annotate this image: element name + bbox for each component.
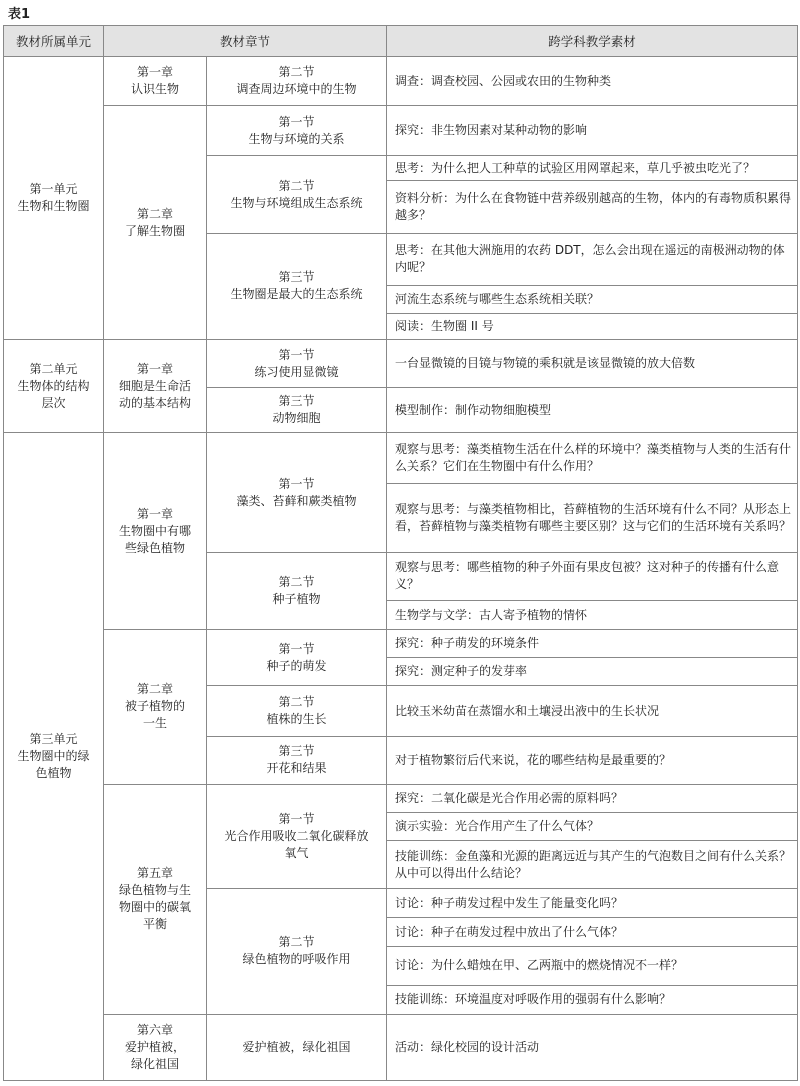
material-cell: 技能训练：环境温度对呼吸作用的强弱有什么影响？ <box>387 985 798 1014</box>
section-cell: 第一节 种子的萌发 <box>207 630 387 686</box>
section-cell: 第一节 光合作用吸收二氧化碳释放 氧气 <box>207 784 387 888</box>
material-cell: 模型制作：制作动物细胞模型 <box>387 388 798 433</box>
material-cell: 一台显微镜的目镜与物镜的乘积就是该显微镜的放大倍数 <box>387 340 798 388</box>
section-cell: 第一节 藻类、苔藓和蕨类植物 <box>207 433 387 552</box>
section-cell: 第二节 植株的生长 <box>207 686 387 736</box>
section-cell: 第二节 生物与环境组成生态系统 <box>207 156 387 233</box>
material-cell: 探究：种子萌发的环境条件 <box>387 630 798 658</box>
unit-cell: 第一单元 生物和生物圈 <box>4 57 104 340</box>
chapter-cell: 第一章 生物圈中有哪 些绿色植物 <box>104 433 207 630</box>
material-cell: 资料分析：为什么在食物链中营养级别越高的生物，体内的有毒物质积累得越多？ <box>387 181 798 233</box>
material-cell: 活动：绿化校园的设计活动 <box>387 1014 798 1080</box>
section-cell: 第三节 开花和结果 <box>207 736 387 784</box>
material-cell: 河流生态系统与哪些生态系统相关联？ <box>387 285 798 313</box>
chapter-cell: 第六章 爱护植被， 绿化祖国 <box>104 1014 207 1080</box>
table-row <box>4 106 798 156</box>
table-row <box>4 433 798 483</box>
table-row <box>4 784 798 812</box>
material-cell: 讨论：种子在萌发过程中放出了什么气体？ <box>387 918 798 947</box>
material-cell: 思考：为什么把人工种草的试验区用网罩起来，草几乎被虫吃光了？ <box>387 156 798 181</box>
material-cell: 观察与思考：与藻类植物相比，苔藓植物的生活环境有什么不同？从形态上看，苔藓植物与藻类植物有哪些主要区别？这与它们的生活环境有关系吗？ <box>387 483 798 552</box>
material-cell: 技能训练：金鱼藻和光源的距离远近与其产生的气泡数目之间有什么关系？从中可以得出什么结论？ <box>387 841 798 889</box>
header-row <box>4 26 798 57</box>
material-cell: 讨论：为什么蜡烛在甲、乙两瓶中的燃烧情况不一样？ <box>387 947 798 985</box>
section-cell: 第三节 动物细胞 <box>207 388 387 433</box>
material-cell: 探究：非生物因素对某种动物的影响 <box>387 106 798 156</box>
section-cell: 第二节 种子植物 <box>207 552 387 629</box>
chapter-cell: 第一章 认识生物 <box>104 57 207 106</box>
chapter-cell: 第五章 绿色植物与生 物圈中的碳氧 平衡 <box>104 784 207 1014</box>
table-row <box>4 630 798 658</box>
material-cell: 思考：在其他大洲施用的农药 DDT，怎么会出现在遥远的南极洲动物的体内呢？ <box>387 233 798 285</box>
material-cell: 生物学与文学：古人寄予植物的情怀 <box>387 601 798 630</box>
header-unit: 教材所属单元 <box>4 26 104 57</box>
section-cell: 第二节 调查周边环境中的生物 <box>207 57 387 106</box>
table-caption: 表1 <box>8 7 31 22</box>
section-cell: 爱护植被，绿化祖国 <box>207 1014 387 1080</box>
header-chapter-section: 教材章节 <box>104 26 387 57</box>
section-cell: 第一节 练习使用显微镜 <box>207 340 387 388</box>
table-row <box>4 340 798 388</box>
section-cell: 第二节 绿色植物的呼吸作用 <box>207 889 387 1014</box>
material-cell: 观察与思考：藻类植物生活在什么样的环境中？藻类植物与人类的生活有什么关系？它们在生物圈中有什么作用？ <box>387 433 798 483</box>
material-cell: 对于植物繁衍后代来说，花的哪些结构是最重要的？ <box>387 736 798 784</box>
unit-cell: 第二单元 生物体的结构 层次 <box>4 340 104 433</box>
header-material: 跨学科教学素材 <box>387 26 798 57</box>
section-cell: 第一节 生物与环境的关系 <box>207 106 387 156</box>
material-cell: 探究：测定种子的发芽率 <box>387 658 798 686</box>
material-cell: 讨论：种子萌发过程中发生了能量变化吗？ <box>387 889 798 918</box>
unit-cell: 第三单元 生物圈中的绿 色植物 <box>4 433 104 1081</box>
material-cell: 比较玉米幼苗在蒸馏水和土壤浸出液中的生长状况 <box>387 686 798 736</box>
table-row <box>4 57 798 106</box>
material-cell: 观察与思考：哪些植物的种子外面有果皮包被？这对种子的传播有什么意义？ <box>387 552 798 600</box>
chapter-cell: 第一章 细胞是生命活 动的基本结构 <box>104 340 207 433</box>
table-row <box>4 1014 798 1080</box>
material-cell: 演示实验：光合作用产生了什么气体？ <box>387 812 798 840</box>
material-cell: 探究：二氧化碳是光合作用必需的原料吗？ <box>387 784 798 812</box>
chapter-cell: 第二章 了解生物圈 <box>104 106 207 340</box>
section-cell: 第三节 生物圈是最大的生态系统 <box>207 233 387 339</box>
material-cell: 阅读：生物圈 II 号 <box>387 313 798 339</box>
chapter-cell: 第二章 被子植物的 一生 <box>104 630 207 785</box>
material-cell: 调查：调查校园、公园或农田的生物种类 <box>387 57 798 106</box>
curriculum-table <box>3 25 798 1081</box>
